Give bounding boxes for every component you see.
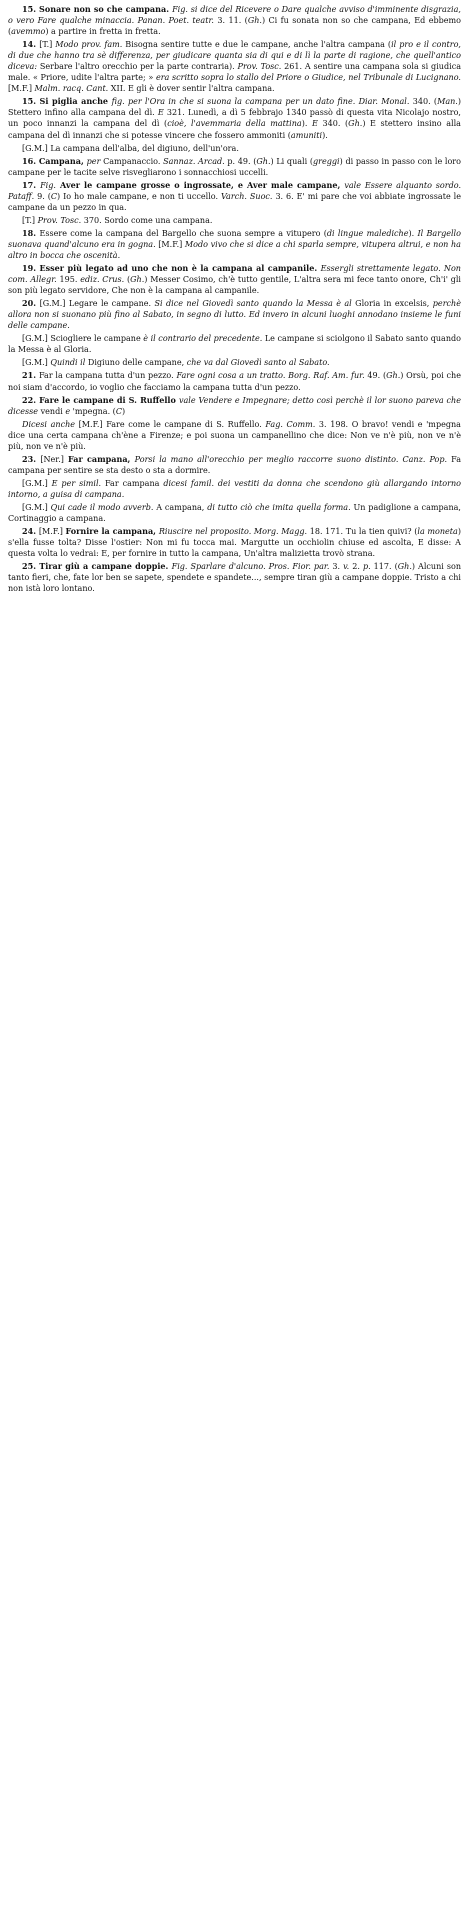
entry-text-segment: ). [408,228,418,238]
dictionary-entry [8,526,461,559]
entry-text-segment: 14. [22,39,40,50]
entry-text-segment: avemmo [11,27,46,37]
entry-text-segment: di lingue malediche [326,228,409,238]
entry-text-segment: Riuscire nel proposito. Morg. Magg. [158,527,308,537]
entry-text-segment: C [115,406,122,416]
entry-text-segment: ) Io ho male campane, e non ti uccello. [57,191,221,201]
entry-text-segment: ) Stettero infino alla campana del dì. [8,97,461,118]
dictionary-entry [8,180,461,213]
entry-text-segment: ) Alcuni son tanto fieri, che, fate lor ben se sapete, spendete e spandete..., sempre tiran giù a campane doppie. Tristo a chi non istà loro lontano. [8,562,462,594]
entry-text-segment: Campanaccio. [100,156,164,166]
entry-text-segment: Gh. [247,16,262,26]
entry-text-segment: Far campana, [67,453,135,464]
entry-text-segment: Gh. [256,156,271,166]
entry-text-segment: ) [122,406,126,416]
entry-text-segment: [G.M.] Sciogliere le campane [22,334,144,344]
entry-text-segment: 195. [56,275,81,285]
dictionary-entry [8,298,461,331]
dictionary-entry [8,454,461,476]
entry-text-segment: Fig. Sparlare d'alcuno. Pros. Fior. par. [171,562,330,572]
entry-text-segment: 321. Lunedì, a dì 5 febbrajo 1340 passò di questa vita Nicolajo nostro, un poco innanzi la campana del dì ( [8,108,461,129]
entry-text-segment: Le campane si sciolgono il Sabato santo quando la Messa è al Gloria. [8,334,461,355]
entry-text-segment: 261. A sentire una campana sola si giudica male. « Priore, udite l'altra parte; » [8,62,461,83]
entry-text-segment: che va dal Giovedì santo al Sabato. [186,358,330,368]
entry-text-segment: per [86,156,101,166]
entry-text-segment: e [65,406,71,416]
entry-text-segment: 25. Tirar giù a campane doppie. [22,561,172,572]
entry-text-segment: E per simil. [51,478,102,488]
entry-text-segment: 3. [329,562,344,572]
entry-text-segment: ) Li quali ( [270,156,313,166]
entry-text-segment: Un padiglione a campana, Cortinaggio a campana. [8,502,461,524]
entry-text-segment: Digiuno delle campane, [85,358,187,368]
entry-text-segment: XII. E gli è dover sentir l'altra campana. [108,84,275,94]
entry-text-segment: Modo prov. fam. [55,40,123,50]
entry-text-segment: 23. [22,453,41,464]
entry-text-segment: Porsi la mano all'orecchio per meglio raccorre suono distinto. Canz. Pop. [134,454,448,464]
entry-text-segment: 2. [349,562,363,572]
entry-text-segment: Si dice nel Giovedì santo quando la Messa è al [154,299,352,309]
entry-text-segment: 370. Sordo come una campana. [81,215,213,225]
entry-text-segment: 49. ( [364,371,387,381]
entry-text-segment: ) a partire in fretta in fretta. [45,27,161,37]
entry-text-segment: [G.M.] [22,478,52,488]
entry-text-segment: Fig. [40,180,56,190]
entry-text-segment: Gh. [348,119,363,129]
entry-text-segment: ) s'ella fusse tolta? Disse l'ostier: Non mi fu tocca mai. Margutte un occhiolin chiuse ed ascolta, E disse: A questa volta lo vedrai: E, per fornire in tutto la campana, Un'altra malizietta trovò strana. [8,527,461,559]
entry-text-segment: ediz. Crus. [80,275,125,285]
entry-text-segment: [G.M.] Legare le campane. [39,299,155,309]
entry-text-segment: 22. Fare le campane di S. Ruffello [22,394,179,405]
entry-text-segment: E [157,108,164,118]
entry-text-segment: 340. ( [409,97,438,107]
dictionary-entry [8,215,461,226]
entry-text-segment: cioè, l'avemmaria della mattina [167,119,302,129]
entry-text-segment: è il contrario del precedente. [143,334,263,344]
entry-text-segment: ) E stettero insino alla campana del dì innanzi che si potesse vincere che fossero ammoniti ( [8,119,461,140]
entry-text-segment: Il Bargello suonava quand'alcuno era in gogna. [8,228,461,249]
entry-text-segment: il pro e il contro, di due che hanno tra sè differenza, per giudicare quanta sia di qui e di lì la parte di ragione, che quell'antico diceva: [8,40,461,72]
entry-text-segment: Man. [437,97,458,107]
entry-text-segment: vale Vendere e Impegnare; detto così perchè il lor suono pareva che dicesse [8,395,462,416]
entry-text-segment: [T.] [39,40,56,50]
entry-text-segment: Modo vivo che si dice a chi sparla sempre, vitupera altrui, e non ha altro in bocca che oscenità. [8,239,461,260]
dictionary-entry [8,502,461,524]
entry-text-segment: 3. 11. ( [213,16,248,26]
entry-text-segment: Sannaz. Arcad. [163,156,225,166]
dictionary-entry [8,96,461,140]
entry-text-segment: Bisogna sentire tutte e due le campane, anche l'altra campana ( [122,40,392,50]
entry-text-segment: Varch. Suoc. [220,191,273,201]
entry-text-segment: la moneta [417,527,458,537]
entry-text-segment: p. 49. ( [224,156,257,166]
entry-text-segment: 24. [22,526,39,537]
entry-text-segment: Qui cade il modo avverb. [50,502,154,512]
entry-text-segment: v. [343,562,350,572]
entry-text-segment: [Ner.] [40,454,68,464]
dictionary-entry [8,143,461,154]
entry-text-segment: Fa campana per sentire se sta desto o sta a dormire. [8,454,461,475]
entry-text-segment: 21. [22,370,39,381]
entry-text-segment: Far campana [101,478,164,488]
entry-text-segment: Aver le campane grosse o ingrossate, e Aver male campane, [55,179,345,190]
dictionary-entry [8,419,461,452]
dictionary-entry [8,395,461,417]
entry-text-segment: Gloria in excelsis, [351,299,433,309]
entry-text-segment: ) Messer Cosimo, ch'è tutto gentile, L'altra sera mi fece tanto onore, Ch'i' gli son più legato servidore, Che non è la campana al campanile. [8,275,461,296]
entry-text-segment: Gh. [397,562,412,572]
entry-text-segment: Fornire la campana, [65,526,159,537]
entry-text-segment: 18. 171. Tu la tien quivi? ( [307,527,418,537]
entry-text-segment: 15. Sonare non so che campana. [22,4,173,14]
entry-text-segment: 18. [22,227,40,238]
dictionary-entry [8,478,461,500]
entry-text-segment: greggi [313,156,340,166]
entry-text-segment: amuniti [290,130,323,140]
dictionary-entry [8,39,461,94]
entry-text-segment: 17. [22,179,41,190]
entry-text-segment: Serbare l'altro orecchio per la parte contraria). [37,62,238,72]
entry-text-segment: A campana, [153,502,208,512]
entry-text-segment: 15. Si piglia anche [22,96,112,107]
dictionary-entry [8,263,461,296]
dictionary-entry [8,561,461,594]
entry-text-segment: Essergli strettamente legato. Non com. Allegr. [8,264,461,285]
entry-text-segment: Fig. si dice del Ricevere o Dare qualche avviso d'imminente disgrazia, o vero Fare qualche minaccia. Panan. Poet. teatr. [8,5,461,26]
entry-text-segment: ( [124,275,131,285]
entry-text-segment: Prov. Tosc. [37,215,82,225]
entry-text-segment: Quindi il [50,358,86,368]
entry-text-segment: p. [362,562,371,572]
dictionary-entry [8,4,461,37]
entry-text-segment: 117. ( [370,562,398,572]
entry-text-segment: dicesi famil. dei vestiti da donna che scendono giù allargando intorno intorno, a guisa di campana. [8,478,462,499]
entry-text-segment: [M.F.] [38,527,66,537]
entry-text-segment: ) Ci fu sonata non so che campana, Ed ebbemo ( [8,16,461,37]
dictionary-entry [8,357,461,368]
entry-text-segment: 'mpegna. ( [70,406,116,416]
entry-text-segment: perchè allora non si suonano più fino al Sabato, in segno di lutto. Ed invero in alcuni luoghi annodano insieme le funi delle campane. [8,299,461,331]
dictionary-entry [8,370,461,392]
entry-text-segment: [G.M.] [22,502,51,512]
entry-text-segment: [G.M.] [22,358,51,368]
dictionary-entry [8,333,461,355]
entry-text-segment: 3. 198. O bravo! vendi e 'mpegna dice una certa campana ch'ène a Firenze; e poi suona un campanellino che dice: Non ve n'è più, non ve n'è più, non ve n'è più. [8,419,461,451]
entry-text-segment: Gh. [130,275,145,285]
entry-text-segment: [M.F.] [8,84,35,94]
entry-text-segment: ) Orsù, poi che noi siam d'accordo, io voglio che facciamo la campana tutta d'un pezzo. [8,371,462,392]
entry-text-segment: fig. per l'Ora in che si suona la campana per un dato fine. Diar. Monal. [111,97,410,107]
entry-text-segment: Fag. Comm. [265,419,316,429]
entry-text-segment: vendi [38,406,66,416]
entry-text-segment: [G.M.] La campana dell'alba, del digiuno, dell'un'ora. [22,143,239,153]
entry-text-segment: era scritto sopra lo stallo del Priore o Giudice, nel Tribunale di Lucignano. [155,73,461,83]
entry-text-segment: Dicesi anche [22,419,76,429]
entry-text-segment: [T.] [22,215,38,225]
entry-text-segment: vale Essere alquanto sordo. Pataff. [8,180,461,201]
dictionary-entry [8,228,461,261]
entry-text-segment: E [312,119,318,129]
entry-text-segment: Fare ogni cosa a un tratto. Borg. Raf. Am. fur. [176,371,365,381]
entry-text-segment: Far la campana tutta d'un pezzo. [39,371,177,381]
entry-text-segment: C [50,191,58,201]
entry-text-segment: 16. Campana, [22,155,87,166]
entry-text-segment: ). [301,119,313,129]
entry-text-segment: 3. 6. E' mi pare che voi abbiate ingrossate le campane da un pezzo in qua. [8,191,461,212]
entry-text-segment: Malm. racq. Cant. [34,84,109,94]
entry-text-segment: Gh. [386,371,401,381]
entry-text-segment: ). [322,130,328,140]
entry-text-segment: 340. ( [317,119,349,129]
entry-text-segment: Prov. Tosc. [237,62,282,72]
entry-text-segment: [M.F.] Fare come le campane di S. Ruffello. [75,419,266,429]
entry-text-segment: di tutto ciò che imita quella forma. [207,502,351,512]
entry-text-segment: 9. ( [34,191,51,201]
entry-text-segment: [M.F.] [155,239,185,249]
entry-text-segment: 20. [22,298,40,309]
entry-text-segment: ) di passo in passo con le loro campane per le tacite selve risvegliarono i sonnacchiosi uccelli. [8,156,461,177]
entry-text-segment: Essere come la campana del Bargello che suona sempre a vitupero ( [39,228,327,238]
dictionary-entry [8,156,461,178]
entry-text-segment: 19. Esser più legato ad uno che non è la campana al campanile. [22,263,321,274]
